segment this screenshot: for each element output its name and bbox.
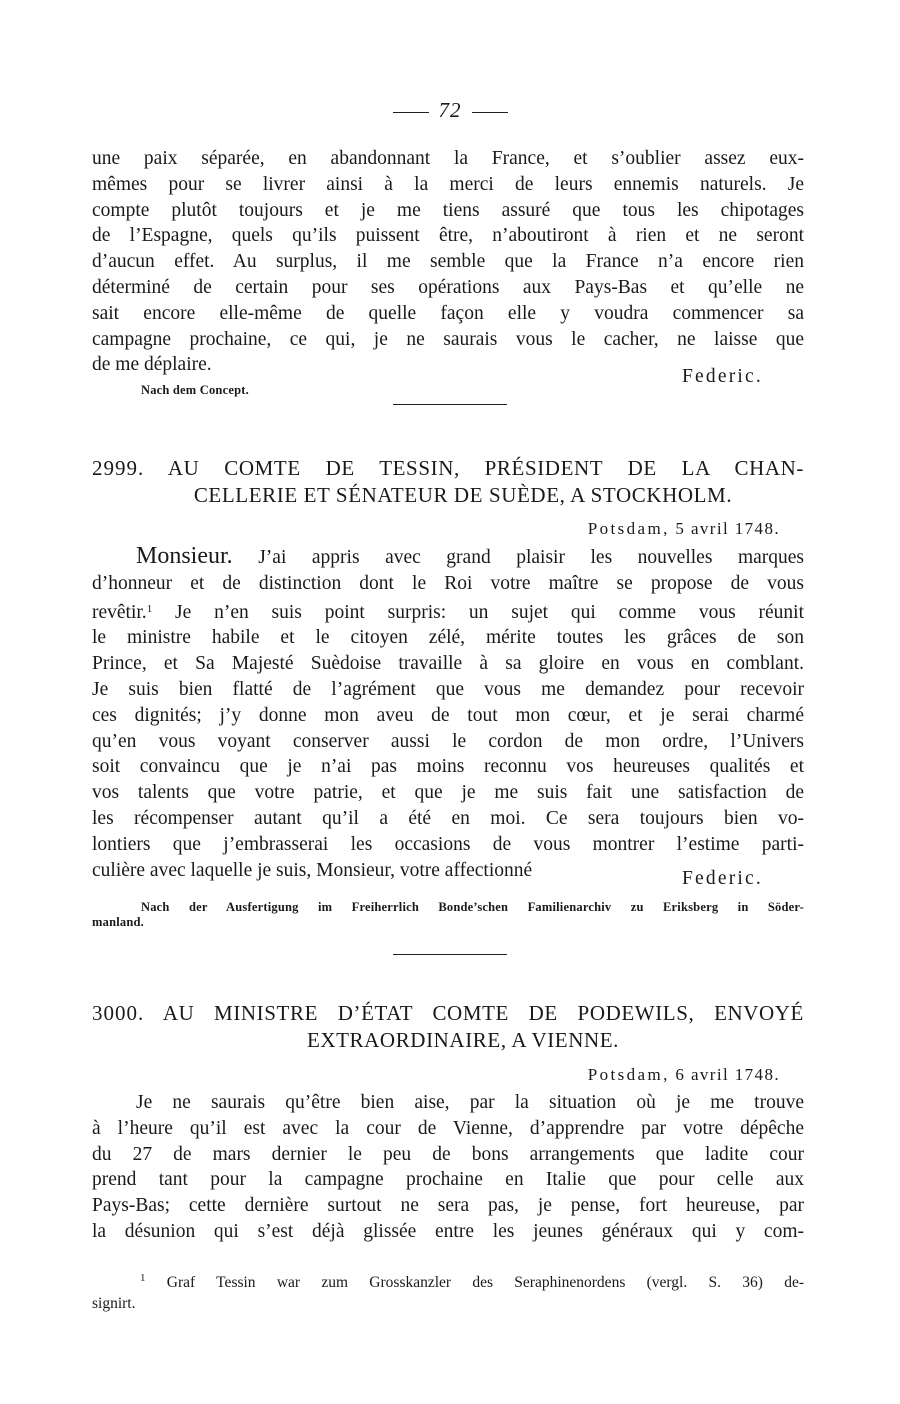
text-line: d’aucun effet. Au surplus, il me semble que la France n’a encore rien	[92, 251, 804, 273]
text-line: campagne prochaine, ce qui, je ne saurais vous le cacher, ne laisse que	[92, 328, 804, 350]
heading-text: AU COMTE DE TESSIN, PRÉSIDENT DE LA CHAN-	[167, 456, 804, 480]
source-note	[92, 900, 804, 930]
text-line: les récompenser autant qu’il a été en moi. Ce sera toujours bien vo-	[92, 807, 804, 829]
dateline-place: Potsdam,	[587, 1065, 670, 1084]
text-line: compte plutôt toujours et je me tiens assuré que tous les chipotages	[92, 199, 804, 221]
letter-number: 3000.	[92, 1001, 145, 1025]
text-line: soit convaincu que je n’ai pas moins reconnu vos heureuses qualités et	[92, 756, 804, 778]
text-line: d’honneur et de distinction dont le Roi votre maître se propose de vous	[92, 572, 804, 594]
heading-text: EXTRAORDINAIRE, A VIENNE.	[306, 1028, 620, 1052]
text-line: la désunion qui s’est déjà glissée entre les jeunes généraux qui y com-	[92, 1220, 804, 1242]
text-line: déterminé de certain pour ses opérations aux Pays-Bas et qu’elle ne	[92, 276, 804, 298]
letter-body-3000	[92, 1090, 804, 1245]
header-dash-left	[393, 112, 429, 113]
text-line: du 27 de mars dernier le peu de bons arrangements que ladite cour	[92, 1143, 804, 1165]
letter-heading-3000	[92, 1000, 804, 1054]
dateline	[588, 519, 780, 539]
text-line: vos talents que votre patrie, et que je me suis fait une satisfaction de	[92, 782, 804, 804]
text-line: qu’en vous voyant conserver aussi le cordon de mon ordre, l’Univers	[92, 730, 804, 752]
letter-number: 2999.	[92, 456, 145, 480]
text-line: de me déplaire.	[92, 354, 212, 376]
page-number: 72	[438, 98, 462, 122]
source-note: Nach dem Concept.	[141, 383, 249, 397]
text-line: revêtir.	[92, 601, 147, 623]
footnote-text: signirt.	[92, 1295, 136, 1312]
footnote-text: Graf Tessin war zum Grosskanzler des Seraphinenordens (vergl. S. 36) de-	[166, 1274, 805, 1291]
text-line: une paix séparée, en abandonnant la France, et s’oublier assez eux-	[92, 148, 804, 169]
text-line: J’ai appris avec grand plaisir les nouvelles marques	[258, 547, 805, 568]
text-line: culière avec laquelle je suis, Monsieur, votre affectionné	[92, 859, 533, 881]
heading-text: AU MINISTRE D’ÉTAT COMTE DE PODEWILS, ENVOYÉ	[162, 1001, 804, 1025]
dateline	[588, 1065, 780, 1085]
signature: Federic.	[682, 868, 763, 889]
source-line: Nach der Ausfertigung im Freiherrlich Bonde’schen Familienarchiv zu Eriksberg in Söder-	[141, 900, 804, 914]
section-divider	[393, 954, 507, 955]
dateline-place: Potsdam,	[587, 519, 670, 538]
text-line: prend tant pour la campagne prochaine en Italie que pour celle aux	[92, 1169, 804, 1191]
text-line: à l’heure qu’il est avec la cour de Vienne, d’apprendre par votre dépêche	[92, 1117, 804, 1139]
dateline-date: 5 avril 1748.	[675, 519, 780, 538]
dateline-date: 6 avril 1748.	[675, 1065, 780, 1084]
text-line: de l’Espagne, quels qu’ils puissent être, n’aboutiront à rien et ne seront	[92, 225, 804, 247]
text-line: ces dignités; j’y donne mon aveu de tout mon cœur, et je serai charmé	[92, 704, 804, 726]
text-line: sait encore elle-même de quelle façon elle y voudra commencer sa	[92, 302, 804, 324]
text-line: Prince, et Sa Majesté Suèdoise travaille à sa gloire en vous en comblant.	[92, 653, 804, 675]
letter-body-2999	[92, 544, 804, 883]
text-line: Je suis bien flatté de l’agrément que vous me demandez pour recevoir	[92, 678, 804, 700]
text-line: mêmes pour se livrer ainsi à la merci de leurs ennemis naturels. Je	[92, 173, 804, 195]
footnote	[92, 1268, 804, 1314]
footnote-marker: 1	[140, 1272, 146, 1284]
page-header	[0, 98, 900, 123]
text-line: Je ne saurais qu’être bien aise, par la situation où je me trouve	[136, 1092, 804, 1113]
section-divider	[393, 404, 507, 405]
signature: Federic.	[682, 366, 763, 387]
text-line: lontiers que j’embrasserai les occasions de vous montrer l’estime parti-	[92, 833, 804, 855]
letter-heading-2999	[92, 455, 804, 509]
header-dash-right	[472, 112, 508, 113]
text-line: Je n’en suis point surpris: un sujet qui comme vous réunit	[175, 601, 804, 623]
heading-text: CELLERIE ET SÉNATEUR DE SUÈDE, A STOCKHOLM.	[193, 483, 733, 507]
source-line: manland.	[92, 915, 144, 929]
text-line: Pays-Bas; cette dernière surtout ne sera pas, je pense, fort heureuse, par	[92, 1195, 804, 1217]
footnote-marker: 1	[146, 602, 153, 615]
salutation: Monsieur.	[136, 543, 233, 569]
text-line: le ministre habile et le citoyen zélé, mérite toutes les grâces de son	[92, 627, 804, 649]
continuation-paragraph	[92, 146, 804, 378]
